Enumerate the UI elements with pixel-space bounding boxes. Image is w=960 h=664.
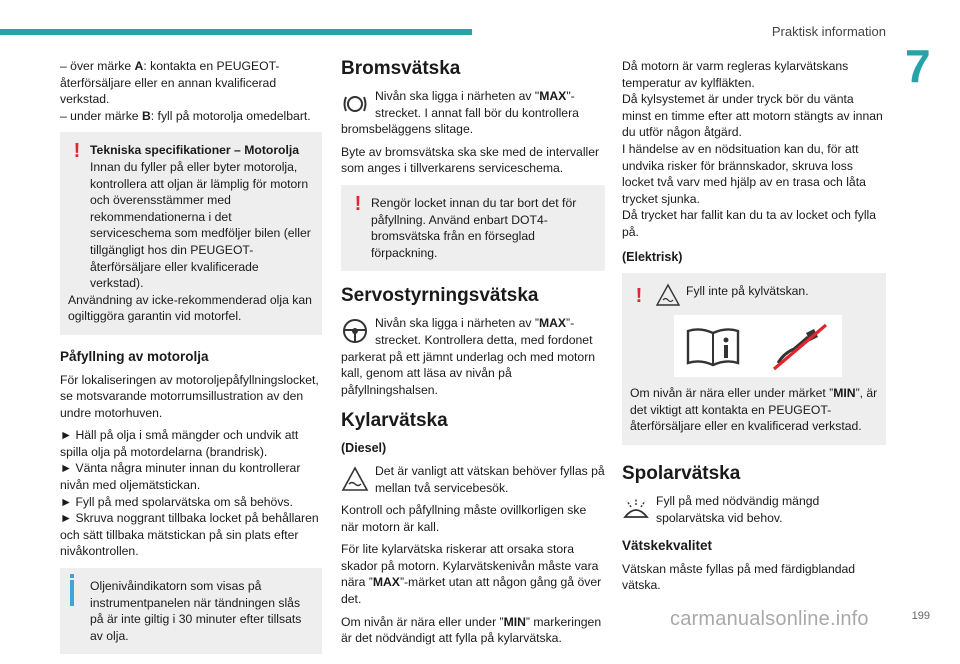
refill-step: ► Skruva noggrant tillbaka locket på behållaren och sätt tillbaka mätstickan på sin plats efter nivåkontrollen.: [60, 511, 319, 559]
info-box-oil-indicator: [60, 568, 322, 654]
refill-step: ► Vänta några minuter innan du kontrollerar nivån med oljemätstickan.: [60, 461, 301, 493]
refill-step: ► Häll på olja i små mängder och undvik att spilla olja på motordelarna (brandrisk).: [60, 428, 299, 459]
warning-box-electric-coolant: [622, 273, 886, 445]
warning-exclamation-icon: !: [73, 140, 81, 163]
chapter-number: 7: [905, 40, 931, 92]
warning-exclamation-icon: !: [635, 285, 643, 308]
warning-box-oil-spec: [60, 132, 322, 335]
header-accent-bar: [0, 29, 472, 35]
heading-washer-fluid: Spolarvätska: [622, 462, 741, 484]
heading-fluid-quality: Vätskekvalitet: [622, 538, 713, 554]
column-2: [341, 58, 605, 653]
coolant-text-4: Om nivån är nära eller under ”MIN” markeringen är det nödvändigt att fylla på kylarvätska.: [341, 614, 602, 646]
manual-book-icon: [686, 327, 740, 372]
fluid-quality-text: Vätskan måste fyllas på med färdigblandad vätska.: [622, 561, 856, 593]
heading-refill-oil: Påfyllning av motorolja: [60, 348, 209, 364]
heading-power-steering: Servostyrningsvätska: [341, 285, 539, 307]
warning-box-brake: [341, 185, 605, 271]
warning-text: Fyll inte på kylvätskan.: [686, 284, 809, 299]
warning-exclamation-icon: !: [354, 192, 362, 215]
heading-brake-fluid: Bromsvätska: [341, 58, 461, 79]
warning-body-2: Användning av icke-rekommenderad olja kan ogiltiggöra garantin vid motorfel.: [68, 292, 312, 324]
electric-warning-text-2: Om nivån är nära eller under märket ”MIN”, är det viktigt att kontakta en PEUGEOT-återförsäljare eller en kvalificerad verkstad.: [630, 386, 878, 434]
coolant-text-1: Det är vanligt att vätskan behöver fyllas på mellan två servicebesök.: [375, 463, 605, 495]
steering-text: Nivån ska ligga i närheten av ”MAX”-strecket. Kontrollera detta, med fordonet parkerat på ett jämnt underlag och med motorn kall, genom att läsa av nivån på påfyllningshalsen.: [341, 316, 596, 397]
page-number: 199: [911, 610, 930, 622]
refill-intro: För lokaliseringen av motoroljepåfyllningslocket, se motsvarande motorrumsillustration av den undre motorhuven.: [60, 372, 319, 420]
hazard-triangle-icon: [656, 283, 680, 307]
subheading-diesel: (Diesel): [341, 441, 387, 456]
brake-text: Nivån ska ligga i närheten av "MAX"-strecket. I annat fall bör du kontrollera bromsbeläggens slitage.: [341, 89, 579, 137]
paragraph-mark-a: – över märke A: kontakta en PEUGEOT-återförsäljare eller en annan kvalificerad verkstad. – under märke B: fyll på motorolja omedelbart.: [60, 59, 311, 123]
heading-coolant: Kylarvätska: [341, 410, 448, 432]
hazard-triangle-icon: [341, 465, 369, 493]
coolant-text-2: Kontroll och påfyllning måste ovillkorligen ske när motorn är kall.: [341, 503, 587, 534]
subheading-electric: (Elektrisk): [622, 249, 683, 264]
info-text: Oljenivåindikatorn som visas på instrumentpanelen när tändningen slås på är inte giltig i 30 minuter efter tillsats av olja.: [90, 579, 302, 643]
section-title: Praktisk information: [771, 24, 886, 39]
brake-fluid-icon: [341, 90, 369, 118]
refill-step: ► Fyll på med spolarvätska om så behövs.: [60, 494, 293, 509]
column-1: [60, 58, 322, 664]
brake-interval-text: Byte av bromsvätska ska ske med de intervaller som anges i tillverkarens serviceschema.: [341, 144, 600, 176]
no-refill-hose-icon: [770, 323, 830, 376]
washer-fluid-icon: [622, 495, 650, 523]
watermark: carmanualsonline.info: [670, 608, 869, 630]
brake-warning-text: Rengör locket innan du tar bort det för påfyllning. Använd enbart DOT4-bromsvätska från en förseglad förpackning.: [371, 195, 577, 260]
warning-title: Tekniska specifikationer – Motorolja: [90, 143, 300, 158]
washer-text: Fyll på med nödvändig mängd spolarvätska vid behov.: [656, 493, 820, 525]
do-not-refill-pictogram: [674, 315, 842, 377]
coolant-fan-text: Då motorn är varm regleras kylarvätskans temperatur av kylfläkten. Då kylsystemet är under tryck bör du vänta minst en timme efter att motorn stängts av innan du utför någon åtgärd. I händelse av en nödsituation kan du, för att undvika risker för brännskador, skruva loss locket två varv med hjälp av en trasa och låta trycket sjunka. Då trycket har fallit kan du ta av locket och fylla på.: [622, 59, 883, 239]
refill-steps: [60, 427, 322, 560]
coolant-text-3: För lite kylarvätska riskerar att orsaka stora skador på motorn. Kylarvätskenivån måste vara nära ”MAX”-märket utan att någon gång gå över det.: [341, 542, 602, 607]
steering-wheel-icon: [341, 317, 369, 345]
column-3: [622, 58, 886, 600]
warning-body: Innan du fyller på eller byter motorolja, kontrollera att oljan är lämplig för motorn och överensstämmer med rekommendationerna i det serviceschema som medföljer bilen (eller tillgängligt hos din PEUGEOT-återförsäljare eller kvalificerade verkstad).: [90, 159, 311, 291]
info-icon: [70, 580, 74, 606]
